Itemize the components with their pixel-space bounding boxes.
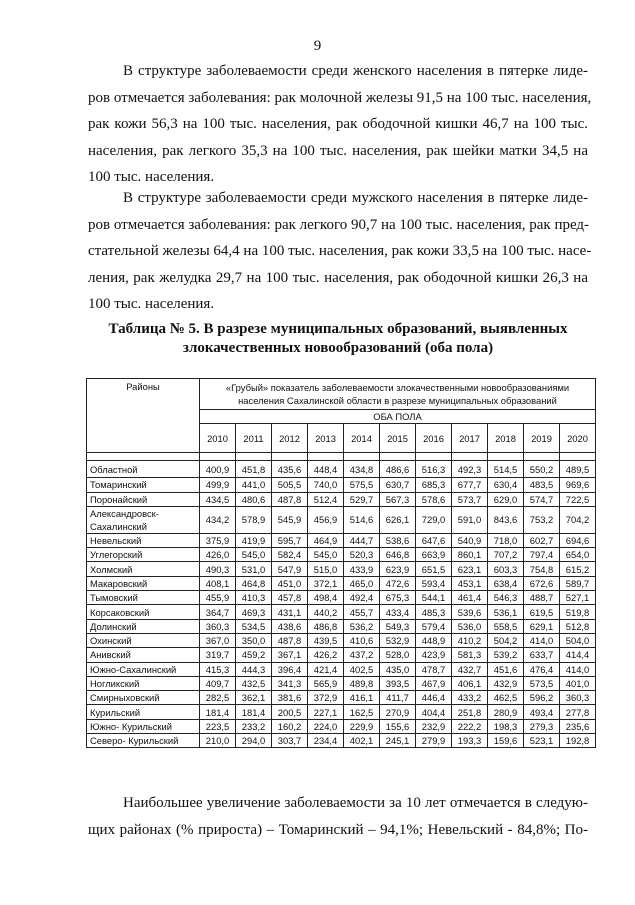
- incidence-value: 654,0: [560, 548, 596, 562]
- incidence-value: 414,0: [524, 633, 560, 647]
- region-name: Поронайский: [87, 492, 200, 506]
- incidence-value: 545,9: [272, 506, 308, 533]
- incidence-value: 400,9: [200, 461, 236, 478]
- incidence-value: 372,1: [308, 576, 344, 590]
- spacer-cell: [344, 453, 380, 461]
- incidence-value: 465,0: [344, 576, 380, 590]
- incidence-value: 360,3: [560, 691, 596, 705]
- region-name: Областной: [87, 461, 200, 478]
- incidence-value: 350,0: [236, 633, 272, 647]
- spacer-cell: [200, 453, 236, 461]
- incidence-value: 486,6: [380, 461, 416, 478]
- incidence-value: 455,9: [200, 591, 236, 605]
- incidence-value: 519,8: [560, 605, 596, 619]
- incidence-value: 434,5: [200, 492, 236, 506]
- incidence-value: 797,4: [524, 548, 560, 562]
- incidence-value: 483,5: [524, 478, 560, 492]
- incidence-value: 969,6: [560, 478, 596, 492]
- table-row: [87, 506, 596, 533]
- incidence-value: 707,2: [488, 548, 524, 562]
- text-line: ров отмечается заболевания: рак молочной железы 91,5 на 100 тыс. населения,: [88, 89, 592, 106]
- region-name: Тымовский: [87, 591, 200, 605]
- incidence-value: 729,0: [416, 506, 452, 533]
- incidence-value: 440,2: [308, 605, 344, 619]
- incidence-value: 270,9: [380, 705, 416, 719]
- incidence-value: 464,8: [236, 576, 272, 590]
- table-title-line: злокачественных новообразований (оба пола): [182, 340, 494, 356]
- incidence-value: 423,9: [416, 648, 452, 662]
- spacer-cell: [488, 453, 524, 461]
- region-name: Углегорский: [87, 548, 200, 562]
- table-row: [87, 662, 596, 676]
- table-body: [87, 453, 596, 748]
- spacer-cell: [87, 453, 200, 461]
- table-row: [87, 705, 596, 719]
- incidence-value: 396,4: [272, 662, 308, 676]
- incidence-value: 444,7: [344, 533, 380, 547]
- incidence-value: 623,1: [452, 562, 488, 576]
- incidence-value: 467,9: [416, 676, 452, 690]
- incidence-value: 411,7: [380, 691, 416, 705]
- incidence-value: 487,8: [272, 633, 308, 647]
- text-line: В структуре заболеваемости среди мужского населения в пятерке лиде-: [123, 190, 588, 206]
- incidence-value: 439,5: [308, 633, 344, 647]
- incidence-value: 437,2: [344, 648, 380, 662]
- incidence-value: 646,8: [380, 548, 416, 562]
- incidence-value: 453,1: [452, 576, 488, 590]
- incidence-value: 438,6: [272, 619, 308, 633]
- incidence-value: 573,7: [452, 492, 488, 506]
- incidence-value: 432,9: [488, 676, 524, 690]
- incidence-value: 545,0: [236, 548, 272, 562]
- text-line: 100 тыс. населения.: [88, 296, 215, 312]
- spacer-cell: [272, 453, 308, 461]
- year-header: 2010: [200, 424, 236, 453]
- incidence-value: 367,1: [272, 648, 308, 662]
- incidence-value: 282,5: [200, 691, 236, 705]
- spacer-cell: [236, 453, 272, 461]
- incidence-value: 493,4: [524, 705, 560, 719]
- table-row: [87, 576, 596, 590]
- incidence-value: 421,4: [308, 662, 344, 676]
- incidence-value: 704,2: [560, 506, 596, 533]
- incidence-value: 416,1: [344, 691, 380, 705]
- incidence-value: 415,3: [200, 662, 236, 676]
- incidence-value: 672,6: [524, 576, 560, 590]
- incidence-value: 536,1: [488, 605, 524, 619]
- incidence-value: 516,3: [416, 461, 452, 478]
- table-row: [87, 533, 596, 547]
- incidence-value: 448,4: [308, 461, 344, 478]
- incidence-value: 589,7: [560, 576, 596, 590]
- incidence-value: 364,7: [200, 605, 236, 619]
- incidence-value: 651,5: [416, 562, 452, 576]
- region-name: Макаровский: [87, 576, 200, 590]
- incidence-value: 504,2: [488, 633, 524, 647]
- incidence-value: 223,5: [200, 719, 236, 733]
- region-name: Смирныховский: [87, 691, 200, 705]
- incidence-value: 341,3: [272, 676, 308, 690]
- incidence-value: 457,8: [272, 591, 308, 605]
- text-line: ров отмечается заболевания: рак легкого 90,7 на 100 тыс. населения, рак пред-: [88, 216, 590, 233]
- table-row: [87, 461, 596, 478]
- incidence-value: 619,5: [524, 605, 560, 619]
- incidence-value: 406,1: [452, 676, 488, 690]
- incidence-value: 319,7: [200, 648, 236, 662]
- year-header: 2020: [560, 424, 596, 453]
- incidence-value: 488,7: [524, 591, 560, 605]
- incidence-value: 227,1: [308, 705, 344, 719]
- incidence-value: 489,8: [344, 676, 380, 690]
- incidence-value: 441,0: [236, 478, 272, 492]
- text-line: ления, рак желудка 29,7 на 100 тыс. населения, рак ободочной кишки 26,3 на: [88, 269, 588, 286]
- incidence-value: 393,5: [380, 676, 416, 690]
- incidence-value: 181,4: [236, 705, 272, 719]
- incidence-value: 574,7: [524, 492, 560, 506]
- incidence-value: 303,7: [272, 734, 308, 748]
- incidence-value: 540,9: [452, 533, 488, 547]
- incidence-value: 451,0: [272, 576, 308, 590]
- year-header: 2018: [488, 424, 524, 453]
- incidence-value: 435,6: [272, 461, 308, 478]
- incidence-value: 193,3: [452, 734, 488, 748]
- spacer-cell: [524, 453, 560, 461]
- year-header: 2011: [236, 424, 272, 453]
- incidence-value: 520,3: [344, 548, 380, 562]
- year-header: 2012: [272, 424, 308, 453]
- incidence-value: 431,1: [272, 605, 308, 619]
- incidence-value: 419,9: [236, 533, 272, 547]
- incidence-value: 529,7: [344, 492, 380, 506]
- incidence-value: 531,0: [236, 562, 272, 576]
- incidence-value: 401,0: [560, 676, 596, 690]
- year-header: 2013: [308, 424, 344, 453]
- incidence-value: 210,0: [200, 734, 236, 748]
- incidence-value: 544,1: [416, 591, 452, 605]
- table-title-line: Таблица № 5. В разрезе муниципальных образований, выявленных: [108, 321, 568, 337]
- incidence-value: 591,0: [452, 506, 488, 533]
- incidence-value: 629,0: [488, 492, 524, 506]
- table-row: [87, 648, 596, 662]
- table-row: [87, 676, 596, 690]
- incidence-value: 444,3: [236, 662, 272, 676]
- incidence-value: 490,3: [200, 562, 236, 576]
- year-header: 2014: [344, 424, 380, 453]
- incidence-value: 432,7: [452, 662, 488, 676]
- region-name: Южно-Сахалинский: [87, 662, 200, 676]
- incidence-value: 455,7: [344, 605, 380, 619]
- table-row: [87, 548, 596, 562]
- incidence-value: 414,4: [560, 648, 596, 662]
- incidence-value: 545,0: [308, 548, 344, 562]
- table-row: [87, 633, 596, 647]
- incidence-value: 722,5: [560, 492, 596, 506]
- incidence-value: 498,4: [308, 591, 344, 605]
- incidence-value: 200,5: [272, 705, 308, 719]
- incidence-value: 512,4: [308, 492, 344, 506]
- region-name: Невельский: [87, 533, 200, 547]
- table-row: [87, 619, 596, 633]
- incidence-value: 372,9: [308, 691, 344, 705]
- incidence-value: 432,5: [236, 676, 272, 690]
- incidence-value: 567,3: [380, 492, 416, 506]
- incidence-value: 595,7: [272, 533, 308, 547]
- region-name: Южно- Курильский: [87, 719, 200, 733]
- incidence-value: 843,6: [488, 506, 524, 533]
- region-name: Томаринский: [87, 478, 200, 492]
- incidence-value: 448,9: [416, 633, 452, 647]
- table-row: [87, 591, 596, 605]
- both-sexes-header: ОБА ПОЛА: [200, 410, 596, 424]
- spacer-cell: [560, 453, 596, 461]
- spacer-cell: [416, 453, 452, 461]
- incidence-value: 549,3: [380, 619, 416, 633]
- paragraph-growth: [88, 790, 588, 843]
- incidence-value: 685,3: [416, 478, 452, 492]
- incidence-value: 408,1: [200, 576, 236, 590]
- year-header: 2019: [524, 424, 560, 453]
- incidence-value: 573,5: [524, 676, 560, 690]
- paragraph-male-incidence: [88, 185, 592, 318]
- region-name: Корсаковский: [87, 605, 200, 619]
- incidence-value: 550,2: [524, 461, 560, 478]
- incidence-value: 753,2: [524, 506, 560, 533]
- table-row: [87, 719, 596, 733]
- table-row: [87, 562, 596, 576]
- text-line: стательной железы 64,4 на 100 тыс. населения, рак кожи 33,5 на 100 тыс. насе-: [88, 243, 592, 259]
- incidence-value: 233,2: [236, 719, 272, 733]
- text-line: В структуре заболеваемости среди женского населения в пятерке лиде-: [123, 63, 588, 79]
- incidence-value: 402,5: [344, 662, 380, 676]
- incidence-value: 234,4: [308, 734, 344, 748]
- incidence-value: 434,2: [200, 506, 236, 533]
- region-name: Александровск-Сахалинский: [87, 506, 200, 533]
- text-line: Наибольшее увеличение заболеваемости за 10 лет отмечается в следую-: [123, 795, 588, 811]
- incidence-value: 499,9: [200, 478, 236, 492]
- region-name: Анивский: [87, 648, 200, 662]
- incidence-value: 404,4: [416, 705, 452, 719]
- incidence-value: 426,0: [200, 548, 236, 562]
- table-row: [87, 691, 596, 705]
- incidence-value: 638,4: [488, 576, 524, 590]
- incidence-value: 381,6: [272, 691, 308, 705]
- incidence-value: 630,7: [380, 478, 416, 492]
- incidence-value: 527,1: [560, 591, 596, 605]
- incidence-value: 582,4: [272, 548, 308, 562]
- page-number: 9: [313, 38, 322, 54]
- incidence-value: 456,9: [308, 506, 344, 533]
- region-name: Ногликский: [87, 676, 200, 690]
- incidence-value: 523,1: [524, 734, 560, 748]
- incidence-value: 629,1: [524, 619, 560, 633]
- incidence-table: [86, 378, 596, 748]
- region-name: Курильский: [87, 705, 200, 719]
- incidence-value: 409,7: [200, 676, 236, 690]
- incidence-value: 740,0: [308, 478, 344, 492]
- incidence-value: 434,8: [344, 461, 380, 478]
- incidence-value: 489,5: [560, 461, 596, 478]
- incidence-value: 578,6: [416, 492, 452, 506]
- incidence-value: 426,2: [308, 648, 344, 662]
- table-title: [88, 320, 588, 358]
- incidence-value: 579,4: [416, 619, 452, 633]
- incidence-value: 294,0: [236, 734, 272, 748]
- incidence-value: 433,9: [344, 562, 380, 576]
- incidence-value: 279,9: [416, 734, 452, 748]
- incidence-value: 224,0: [308, 719, 344, 733]
- incidence-value: 492,4: [344, 591, 380, 605]
- table-row: [87, 605, 596, 619]
- incidence-value: 410,2: [452, 633, 488, 647]
- incidence-value: 514,5: [488, 461, 524, 478]
- incidence-value: 596,2: [524, 691, 560, 705]
- incidence-value: 547,9: [272, 562, 308, 576]
- incidence-value: 528,0: [380, 648, 416, 662]
- incidence-value: 480,6: [236, 492, 272, 506]
- paragraph-female-incidence: [88, 58, 592, 191]
- incidence-value: 360,3: [200, 619, 236, 633]
- text-line: щих районах (% прироста) – Томаринский – 94,1%; Невельский - 84,8%; По-: [88, 821, 588, 838]
- incidence-value: 593,4: [416, 576, 452, 590]
- incidence-value: 362,1: [236, 691, 272, 705]
- incidence-value: 486,8: [308, 619, 344, 633]
- region-name: Охинский: [87, 633, 200, 647]
- incidence-value: 505,5: [272, 478, 308, 492]
- incidence-value: 504,0: [560, 633, 596, 647]
- incidence-value: 565,9: [308, 676, 344, 690]
- incidence-value: 159,6: [488, 734, 524, 748]
- incidence-value: 402,1: [344, 734, 380, 748]
- incidence-value: 464,9: [308, 533, 344, 547]
- incidence-value: 626,1: [380, 506, 416, 533]
- spacer-row: [87, 453, 596, 461]
- incidence-value: 538,6: [380, 533, 416, 547]
- incidence-value: 677,7: [452, 478, 488, 492]
- incidence-value: 694,6: [560, 533, 596, 547]
- incidence-value: 558,5: [488, 619, 524, 633]
- incidence-value: 536,0: [452, 619, 488, 633]
- incidence-value: 534,5: [236, 619, 272, 633]
- incidence-value: 462,5: [488, 691, 524, 705]
- incidence-value: 375,9: [200, 533, 236, 547]
- incidence-value: 478,7: [416, 662, 452, 676]
- incidence-value: 647,6: [416, 533, 452, 547]
- incidence-value: 532,9: [380, 633, 416, 647]
- text-line: 100 тыс. населения.: [88, 169, 215, 185]
- incidence-value: 718,0: [488, 533, 524, 547]
- incidence-value: 198,3: [488, 719, 524, 733]
- incidence-value: 575,5: [344, 478, 380, 492]
- incidence-value: 181,4: [200, 705, 236, 719]
- incidence-value: 245,1: [380, 734, 416, 748]
- incidence-value: 469,3: [236, 605, 272, 619]
- table-row: [87, 492, 596, 506]
- region-name: Холмский: [87, 562, 200, 576]
- incidence-value: 451,6: [488, 662, 524, 676]
- incidence-value: 754,8: [524, 562, 560, 576]
- incidence-value: 512,8: [560, 619, 596, 633]
- incidence-value: 433,2: [452, 691, 488, 705]
- table-row: [87, 478, 596, 492]
- year-header: 2017: [452, 424, 488, 453]
- incidence-value: 410,3: [236, 591, 272, 605]
- incidence-value: 162,5: [344, 705, 380, 719]
- incidence-value: 461,4: [452, 591, 488, 605]
- incidence-value: 435,0: [380, 662, 416, 676]
- main-column-header: «Грубый» показатель заболеваемости злокачественными новообразованиями населения Сахалинской области в разрезе муниципальных образований: [200, 379, 596, 410]
- incidence-value: 279,3: [524, 719, 560, 733]
- incidence-value: 578,9: [236, 506, 272, 533]
- incidence-value: 602,7: [524, 533, 560, 547]
- incidence-value: 232,9: [416, 719, 452, 733]
- incidence-value: 515,0: [308, 562, 344, 576]
- text-line: рак кожи 56,3 на 100 тыс. населения, рак ободочной кишки 46,7 на 100 тыс.: [88, 116, 588, 132]
- incidence-value: 615,2: [560, 562, 596, 576]
- incidence-value: 222,2: [452, 719, 488, 733]
- incidence-value: 581,3: [452, 648, 488, 662]
- spacer-cell: [452, 453, 488, 461]
- incidence-value: 633,7: [524, 648, 560, 662]
- incidence-value: 160,2: [272, 719, 308, 733]
- incidence-value: 487,8: [272, 492, 308, 506]
- incidence-value: 251,8: [452, 705, 488, 719]
- incidence-value: 192,8: [560, 734, 596, 748]
- incidence-value: 539,2: [488, 648, 524, 662]
- year-header: 2015: [380, 424, 416, 453]
- incidence-value: 280,9: [488, 705, 524, 719]
- incidence-value: 663,9: [416, 548, 452, 562]
- text-line: населения, рак легкого 35,3 на 100 тыс. населения, рак шейки матки 34,5 на: [88, 142, 588, 159]
- incidence-value: 630,4: [488, 478, 524, 492]
- spacer-cell: [380, 453, 416, 461]
- region-name: Северо- Курильский: [87, 734, 200, 748]
- region-column-header: Районы: [87, 379, 200, 453]
- incidence-value: 539,6: [452, 605, 488, 619]
- incidence-value: 459,2: [236, 648, 272, 662]
- incidence-value: 472,6: [380, 576, 416, 590]
- incidence-value: 476,4: [524, 662, 560, 676]
- year-header: 2016: [416, 424, 452, 453]
- incidence-value: 536,2: [344, 619, 380, 633]
- incidence-value: 485,3: [416, 605, 452, 619]
- region-name: Долинский: [87, 619, 200, 633]
- incidence-value: 451,8: [236, 461, 272, 478]
- incidence-value: 514,6: [344, 506, 380, 533]
- spacer-cell: [308, 453, 344, 461]
- table-row: [87, 734, 596, 748]
- incidence-value: 367,0: [200, 633, 236, 647]
- incidence-value: 235,6: [560, 719, 596, 733]
- incidence-value: 229,9: [344, 719, 380, 733]
- incidence-value: 410,6: [344, 633, 380, 647]
- incidence-value: 546,3: [488, 591, 524, 605]
- incidence-value: 155,6: [380, 719, 416, 733]
- incidence-value: 860,1: [452, 548, 488, 562]
- incidence-value: 433,4: [380, 605, 416, 619]
- incidence-value: 675,3: [380, 591, 416, 605]
- incidence-value: 446,4: [416, 691, 452, 705]
- incidence-value: 414,0: [560, 662, 596, 676]
- incidence-value: 277,8: [560, 705, 596, 719]
- incidence-value: 603,3: [488, 562, 524, 576]
- incidence-value: 623,9: [380, 562, 416, 576]
- incidence-value: 492,3: [452, 461, 488, 478]
